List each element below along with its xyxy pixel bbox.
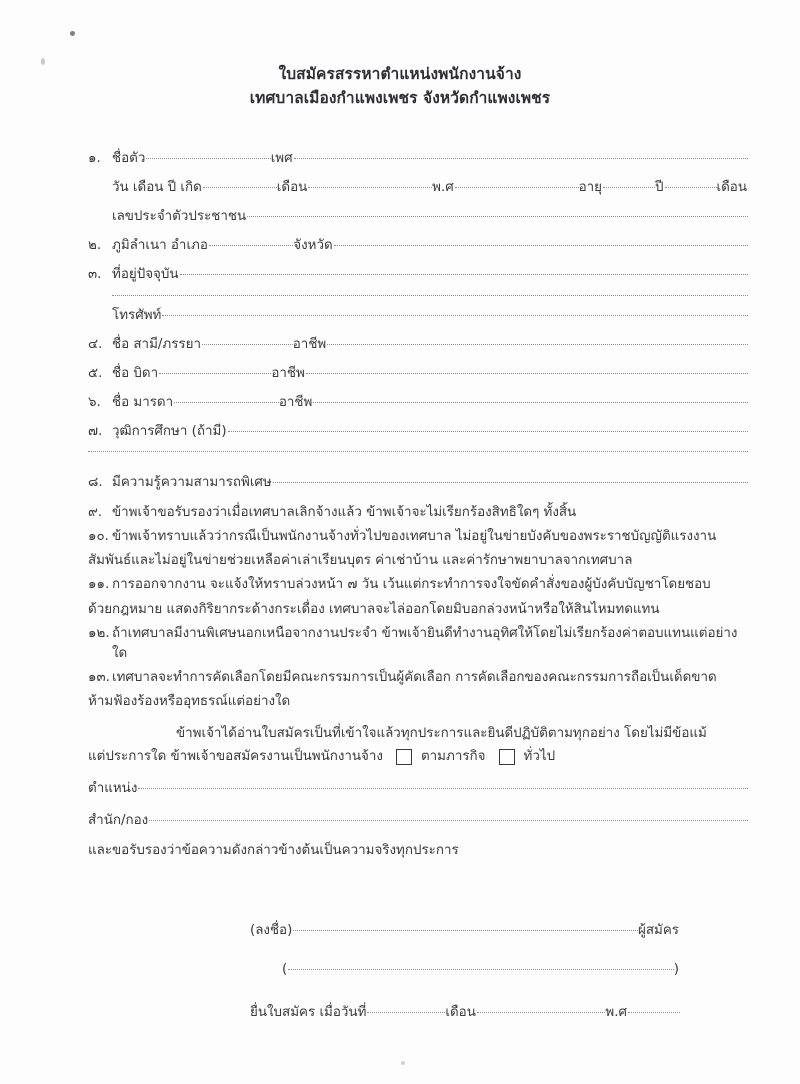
input-current-address-line2[interactable] [112,294,748,296]
clause-10 [88,527,748,547]
label-spouse: ชื่อ สามี/ภรรยา [112,336,201,352]
field-row-spouse [88,336,748,354]
field-row-name [88,150,748,168]
input-sex[interactable] [294,157,748,159]
clause-12-text: ถ้าเทศบาลมีงานพิเศษนอกเหนือจากงานประจำ ข้าพเจ้ายินดีทำงานอุทิศให้โดยไม่เรียกร้องค่าตอบแทนแต่อย่างใด [112,625,738,661]
form-title [0,0,800,110]
field-row-education [88,423,748,441]
item-number-10: ๑๐. [88,529,109,545]
input-printed-name[interactable] [288,968,674,970]
form-title-line-2: เทศบาลเมืองกำแพงเพชร จังหวัดกำแพงเพชร [249,89,551,108]
label-age-months: เดือน [716,180,747,196]
item-number-3: ๓. [88,267,102,283]
label-current-address: ที่อยู่ปัจจุบัน [112,267,179,283]
item-number-1: ๑. [88,151,101,167]
input-office-division[interactable] [149,819,748,821]
form-body [0,150,800,712]
input-age-years[interactable] [603,186,655,188]
clause-11 [88,575,748,595]
field-row-id-number [88,208,748,226]
checkbox-by-mission-label: ตามภารกิจ [420,749,486,765]
field-row-position [88,777,748,798]
item-number-13: ๑๓. [88,669,110,685]
input-telephone[interactable] [162,314,748,316]
field-row-special-skills [88,474,748,492]
input-submit-day[interactable] [367,1011,445,1013]
input-special-skills[interactable] [273,481,748,483]
label-sex: เพศ [270,151,293,167]
label-id-number: เลขประจำตัวประชาชน [112,209,247,225]
field-row-office-division [88,809,748,830]
label-spouse-occupation: อาชีพ [292,336,327,352]
item-number-12: ๑๒. [88,625,110,641]
paren-close: ) [673,962,679,978]
input-father-name[interactable] [159,372,271,374]
input-mother-occupation[interactable] [313,401,748,403]
input-mother-name[interactable] [174,401,279,403]
clause-9 [88,503,748,523]
label-province: จังหวัด [293,238,333,254]
certification-text: และขอรับรองว่าข้อความดังกล่าวข้างต้นเป็นความจริงทุกประการ [88,843,459,859]
clause-12 [88,624,748,664]
input-birth-year[interactable] [455,186,579,188]
clause-11-text-line1: การออกจากงาน จะแจ้งให้ทราบล่วงหน้า ๗ วัน เว้นแต่กระทำการจงใจขัดคำสั่งของผู้บังคับบัญชาโดยชอบ [112,577,711,593]
item-number-8: ๘. [88,474,103,490]
clause-9-text: ข้าพเจ้าขอรับรองว่าเมื่อเทศบาลเลิกจ้างแล้ว ข้าพเจ้าจะไม่เรียกร้องสิทธิใดๆ ทั้งสิ้น [112,505,577,521]
item-number-6: ๖. [88,394,101,410]
input-signature[interactable] [293,929,638,931]
label-birth-month: เดือน [276,180,308,196]
label-birth-year: พ.ศ [432,180,454,196]
label-submit-month: เดือน [445,1005,476,1021]
label-mother-occupation: อาชีพ [278,394,313,410]
clause-13-text-line1: เทศบาลจะทำการคัดเลือกโดยมีคณะกรรมการเป็นผู้คัดเลือก การคัดเลือกของคณะกรรมการถือเป็นเด็ดขาด [112,669,717,685]
input-age-months[interactable] [665,186,717,188]
signature-block [0,919,800,1022]
item-number-2: ๒. [88,238,102,254]
paren-open: ( [282,962,288,978]
field-row-telephone [88,307,748,325]
declaration-line-2 [88,747,748,767]
input-position[interactable] [138,787,748,789]
label-age-years: ปี [655,180,664,196]
input-current-address-line1[interactable] [180,273,748,275]
field-row-current-address [88,266,748,284]
input-father-occupation[interactable] [306,372,748,374]
item-number-5: ๕. [88,365,103,381]
input-education-line2[interactable] [88,450,748,452]
input-id-number[interactable] [247,215,748,217]
submission-date-row [250,1001,680,1022]
clause-10-text-line1: ข้าพเจ้าทราบแล้วว่ากรณีเป็นพนักงานจ้างทั่วไปของเทศบาล ไม่อยู่ในข่ายบังคับของพระราชบัญญัติแรงงาน [112,529,717,545]
label-telephone: โทรศัพท์ [112,307,162,323]
item-number-11: ๑๑. [88,577,110,593]
label-name: ชื่อตัว [112,151,146,167]
label-father: ชื่อ บิดา [112,365,159,381]
input-submit-year[interactable] [628,1011,680,1013]
input-spouse-occupation[interactable] [327,343,748,345]
item-number-9: ๙. [88,505,103,521]
field-row-domicile [88,237,748,255]
form-title-line-1: ใบสมัครสรรหาตำแหน่งพนักงานจ้าง [278,65,522,83]
item-number-7: ๗. [88,423,103,439]
label-applicant: ผู้สมัคร [638,923,679,939]
input-submit-month[interactable] [477,1011,606,1013]
item-number-4: ๔. [88,336,103,352]
label-domicile: ภูมิลำเนา อำเภอ [112,238,208,254]
input-domicile-district[interactable] [209,244,293,246]
checkbox-general-label: ทั่วไป [523,749,556,765]
label-submit-date: ยื่นใบสมัคร เมื่อวันที่ [250,1005,367,1021]
clause-13 [88,668,748,688]
input-name[interactable] [146,157,270,159]
input-education-line1[interactable] [228,430,748,432]
input-birth-day[interactable] [203,186,277,188]
label-position: ตำแหน่ง [88,781,138,797]
label-mother: ชื่อ มารดา [112,394,174,410]
label-education: วุฒิการศึกษา (ถ้ามี) [112,423,227,439]
label-signature: (ลงชื่อ) [250,923,293,939]
field-row-mother [88,394,748,412]
declaration-block [0,724,800,861]
clause-11-text-line2: ด้วยกฎหมาย แสดงกิริยากระด้างกระเดื่อง เทศบาลจะไล่ออกโดยมิบอกล่วงหน้าหรือให้สินไหมทดแทน [88,601,660,617]
label-special-skills: มีความรู้ความสามารถพิเศษ [112,474,272,490]
input-province[interactable] [334,244,748,246]
declaration-line-1: ข้าพเจ้าได้อ่านใบสมัครเป็นที่เข้าใจแล้วทุกประการและยินดีปฏิบัติตามทุกอย่าง โดยไม่มีข้อแม้ [176,726,707,742]
label-submit-year: พ.ศ [605,1005,627,1021]
checkbox-general[interactable] [499,749,515,765]
label-age: อายุ [578,180,603,196]
input-spouse-name[interactable] [202,343,293,345]
declaration-line-2-prefix: แต่ประการใด ข้าพเจ้าขอสมัครงานเป็นพนักงานจ้าง [88,749,383,765]
signature-row [250,919,680,940]
clause-10-text-line2: สัมพันธ์และไม่อยู่ในข่ายช่วยเหลือค่าเล่าเรียนบุตร ค่าเช่าบ้าน และค่ารักษาพยาบาลจากเทศบาล [88,553,633,569]
label-birthdate: วัน เดือน ปี เกิด [112,180,202,196]
checkbox-by-mission[interactable] [396,749,412,765]
label-father-occupation: อาชีพ [271,365,305,381]
field-row-birthdate [88,179,748,197]
label-office-division: สำนัก/กอง [88,813,149,829]
printed-name-row [250,962,680,977]
clause-13-text-line2: ห้ามฟ้องร้องหรืออุทธรณ์แต่อย่างใด [88,693,291,709]
field-row-father [88,365,748,383]
input-birth-month[interactable] [308,186,432,188]
